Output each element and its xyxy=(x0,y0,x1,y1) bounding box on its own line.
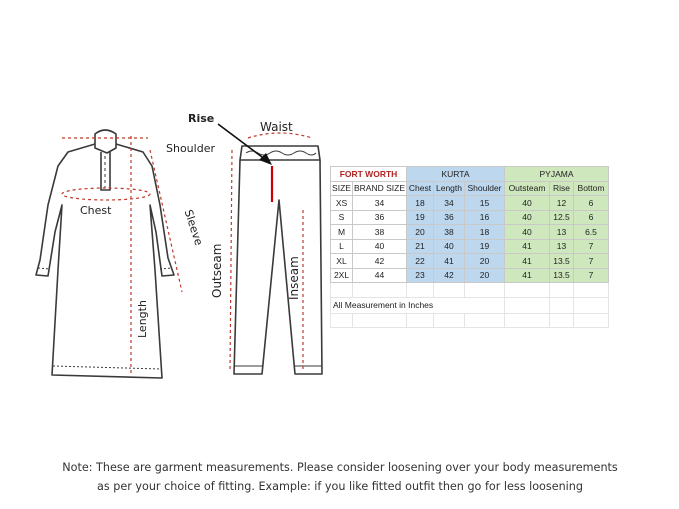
table-cell: 20 xyxy=(407,225,434,240)
col-header: Bottom xyxy=(574,181,609,196)
table-cell: 38 xyxy=(353,225,407,240)
table-cell: 13.5 xyxy=(550,254,574,269)
table-cell: 15 xyxy=(465,196,505,211)
table-cell: 18 xyxy=(465,225,505,240)
table-cell: 41 xyxy=(505,239,550,254)
table-cell: 19 xyxy=(407,210,434,225)
table-cell: 44 xyxy=(353,268,407,283)
footnote-line-2: as per your choice of fitting. Example: if you like fitted outfit then go for less loosening xyxy=(97,480,583,493)
footnote-line-1: Note: These are garment measurements. Please consider loosening over your body measurements xyxy=(62,461,618,474)
table-row xyxy=(331,196,609,211)
table-cell: XS xyxy=(331,196,353,211)
table-cell: 41 xyxy=(505,254,550,269)
table-cell: 41 xyxy=(434,254,465,269)
table-cell: 12 xyxy=(550,196,574,211)
table-cell: 6 xyxy=(574,210,609,225)
table-cell: L xyxy=(331,239,353,254)
col-header: Shoulder xyxy=(465,181,505,196)
table-cell: 21 xyxy=(407,239,434,254)
table-row xyxy=(331,254,609,269)
table-cell: 13 xyxy=(550,239,574,254)
table-cell: 12.5 xyxy=(550,210,574,225)
waist-label: Waist xyxy=(260,120,293,134)
table-cell: 22 xyxy=(407,254,434,269)
table-cell: 38 xyxy=(434,225,465,240)
table-note-row xyxy=(331,297,609,313)
table-cell: 34 xyxy=(434,196,465,211)
table-cell: 2XL xyxy=(331,268,353,283)
sleeve-label: Sleeve xyxy=(181,208,206,248)
table-cell: XL xyxy=(331,254,353,269)
table-cell: 40 xyxy=(434,239,465,254)
col-header: BRAND SIZE xyxy=(353,181,407,196)
table-cell: 40 xyxy=(505,196,550,211)
brand-name: FORT WORTH xyxy=(331,167,407,182)
table-cell: 18 xyxy=(407,196,434,211)
rise-label: Rise xyxy=(188,112,215,125)
table-spacer-row xyxy=(331,313,609,328)
chest-label: Chest xyxy=(80,204,112,217)
inseam-label: Inseam xyxy=(287,256,301,300)
table-cell: 40 xyxy=(505,225,550,240)
table-cell: 23 xyxy=(407,268,434,283)
col-header: Chest xyxy=(407,181,434,196)
table-cell: 6.5 xyxy=(574,225,609,240)
table-cell: 7 xyxy=(574,268,609,283)
outseam-label: Outseam xyxy=(210,243,224,298)
table-row xyxy=(331,268,609,283)
pyjama-group-header: PYJAMA xyxy=(505,167,609,182)
table-cell: 34 xyxy=(353,196,407,211)
col-header: Rise xyxy=(550,181,574,196)
table-cell: 42 xyxy=(353,254,407,269)
length-label: Length xyxy=(136,300,149,338)
table-header-row xyxy=(331,181,609,196)
table-cell: 13.5 xyxy=(550,268,574,283)
table-spacer-row xyxy=(331,283,609,298)
table-cell: 19 xyxy=(465,239,505,254)
col-header: SIZE xyxy=(331,181,353,196)
table-cell: M xyxy=(331,225,353,240)
measurement-unit-note: All Measurement in Inches xyxy=(331,297,505,313)
table-cell: 13 xyxy=(550,225,574,240)
table-cell: 40 xyxy=(353,239,407,254)
table-cell: 36 xyxy=(434,210,465,225)
table-cell: 20 xyxy=(465,268,505,283)
shoulder-label: Shoulder xyxy=(166,142,215,155)
table-cell: 42 xyxy=(434,268,465,283)
table-cell: 7 xyxy=(574,239,609,254)
table-cell: S xyxy=(331,210,353,225)
table-cell: 20 xyxy=(465,254,505,269)
table-row xyxy=(331,225,609,240)
table-row xyxy=(331,239,609,254)
table-cell: 41 xyxy=(505,268,550,283)
col-header: Outsteam xyxy=(505,181,550,196)
table-cell: 6 xyxy=(574,196,609,211)
size-chart-table xyxy=(330,166,609,328)
table-cell: 7 xyxy=(574,254,609,269)
kurta-group-header: KURTA xyxy=(407,167,505,182)
table-row xyxy=(331,210,609,225)
col-header: Length xyxy=(434,181,465,196)
table-cell: 40 xyxy=(505,210,550,225)
table-group-row xyxy=(331,167,609,182)
table-cell: 36 xyxy=(353,210,407,225)
table-cell: 16 xyxy=(465,210,505,225)
